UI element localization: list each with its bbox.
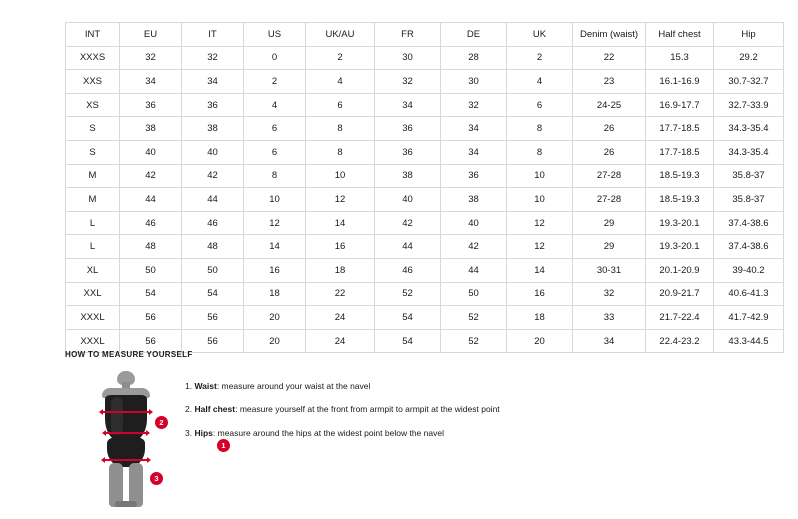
- cell-int: L: [66, 211, 120, 235]
- cell-fr: 34: [375, 93, 441, 117]
- cell-eu: 42: [120, 164, 182, 188]
- column-header-uk-au: UK/AU: [306, 23, 375, 47]
- cell-denim-waist: 26: [573, 140, 646, 164]
- size-chart-container: [65, 22, 769, 353]
- cell-de: 30: [441, 70, 507, 94]
- column-header-uk: UK: [507, 23, 573, 47]
- cell-de: 50: [441, 282, 507, 306]
- instruction-text-waist: : measure around your waist at the navel: [216, 381, 371, 391]
- size-chart-head: [66, 23, 784, 47]
- cell-fr: 36: [375, 117, 441, 141]
- cell-it: 46: [182, 211, 244, 235]
- column-header-int: INT: [66, 23, 120, 47]
- how-to-measure-title: HOW TO MEASURE YOURSELF: [65, 350, 193, 359]
- instruction-number-1: 1.: [185, 381, 193, 391]
- cell-int: XXS: [66, 70, 120, 94]
- cell-half-chest: 22.4-23.2: [646, 329, 714, 353]
- table-row: [66, 164, 784, 188]
- cell-fr: 30: [375, 46, 441, 70]
- cell-fr: 46: [375, 258, 441, 282]
- cell-uk-au: 6: [306, 93, 375, 117]
- cell-int: M: [66, 164, 120, 188]
- cell-uk-au: 24: [306, 306, 375, 330]
- cell-denim-waist: 32: [573, 282, 646, 306]
- instruction-term-hips: Hips: [194, 427, 213, 438]
- cell-fr: 42: [375, 211, 441, 235]
- cell-it: 54: [182, 282, 244, 306]
- cell-us: 8: [244, 164, 306, 188]
- table-row: [66, 46, 784, 70]
- cell-uk: 10: [507, 188, 573, 212]
- cell-hip: 29.2: [714, 46, 784, 70]
- mannequin-stand: [115, 501, 137, 507]
- cell-uk-au: 8: [306, 140, 375, 164]
- table-row: [66, 93, 784, 117]
- cell-half-chest: 16.9-17.7: [646, 93, 714, 117]
- column-header-half-chest: Half chest: [646, 23, 714, 47]
- cell-uk: 8: [507, 140, 573, 164]
- instruction-term-half-chest: Half chest: [194, 404, 236, 415]
- cell-eu: 34: [120, 70, 182, 94]
- cell-uk-au: 2: [306, 46, 375, 70]
- cell-half-chest: 20.1-20.9: [646, 258, 714, 282]
- cell-half-chest: 19.3-20.1: [646, 235, 714, 259]
- cell-half-chest: 17.7-18.5: [646, 117, 714, 141]
- cell-eu: 36: [120, 93, 182, 117]
- cell-eu: 56: [120, 306, 182, 330]
- how-to-measure-body: [65, 369, 733, 509]
- list-item: [185, 428, 733, 439]
- cell-denim-waist: 30-31: [573, 258, 646, 282]
- instruction-number-2: 2.: [185, 404, 193, 415]
- mannequin-figure: [89, 371, 163, 509]
- cell-it: 36: [182, 93, 244, 117]
- cell-uk: 6: [507, 93, 573, 117]
- cell-us: 16: [244, 258, 306, 282]
- cell-it: 56: [182, 306, 244, 330]
- cell-de: 34: [441, 117, 507, 141]
- cell-uk: 4: [507, 70, 573, 94]
- cell-it: 44: [182, 188, 244, 212]
- column-header-us: US: [244, 23, 306, 47]
- cell-int: XXXL: [66, 329, 120, 353]
- cell-uk-au: 16: [306, 235, 375, 259]
- cell-fr: 54: [375, 306, 441, 330]
- cell-uk: 18: [507, 306, 573, 330]
- cell-eu: 46: [120, 211, 182, 235]
- cell-eu: 56: [120, 329, 182, 353]
- size-chart-body: [66, 46, 784, 353]
- cell-hip: 40.6-41.3: [714, 282, 784, 306]
- cell-it: 38: [182, 117, 244, 141]
- cell-uk-au: 12: [306, 188, 375, 212]
- cell-uk: 16: [507, 282, 573, 306]
- cell-de: 32: [441, 93, 507, 117]
- cell-int: XL: [66, 258, 120, 282]
- cell-it: 50: [182, 258, 244, 282]
- column-header-hip: Hip: [714, 23, 784, 47]
- cell-fr: 40: [375, 188, 441, 212]
- list-item: [185, 404, 733, 415]
- cell-int: M: [66, 188, 120, 212]
- cell-uk: 12: [507, 211, 573, 235]
- table-header-row: [66, 23, 784, 47]
- cell-uk: 20: [507, 329, 573, 353]
- column-header-de: DE: [441, 23, 507, 47]
- cell-half-chest: 15.3: [646, 46, 714, 70]
- cell-hip: 37.4-38.6: [714, 211, 784, 235]
- cell-it: 40: [182, 140, 244, 164]
- cell-de: 40: [441, 211, 507, 235]
- cell-fr: 38: [375, 164, 441, 188]
- cell-de: 42: [441, 235, 507, 259]
- cell-half-chest: 21.7-22.4: [646, 306, 714, 330]
- cell-half-chest: 16.1-16.9: [646, 70, 714, 94]
- cell-denim-waist: 29: [573, 235, 646, 259]
- cell-us: 0: [244, 46, 306, 70]
- column-header-fr: FR: [375, 23, 441, 47]
- cell-de: 52: [441, 329, 507, 353]
- table-row: [66, 282, 784, 306]
- cell-fr: 32: [375, 70, 441, 94]
- cell-fr: 54: [375, 329, 441, 353]
- cell-hip: 34.3-35.4: [714, 117, 784, 141]
- instruction-number-3: 3.: [185, 427, 193, 438]
- measure-instructions-list: [185, 369, 733, 451]
- cell-eu: 38: [120, 117, 182, 141]
- cell-int: XS: [66, 93, 120, 117]
- cell-hip: 34.3-35.4: [714, 140, 784, 164]
- badge-half-chest: 2: [155, 416, 168, 429]
- instruction-term-waist: Waist: [194, 381, 217, 391]
- cell-half-chest: 18.5-19.3: [646, 164, 714, 188]
- cell-denim-waist: 27-28: [573, 164, 646, 188]
- cell-de: 44: [441, 258, 507, 282]
- table-row: [66, 306, 784, 330]
- cell-uk-au: 8: [306, 117, 375, 141]
- badge-waist: 1: [217, 439, 230, 452]
- cell-us: 18: [244, 282, 306, 306]
- cell-us: 6: [244, 117, 306, 141]
- cell-hip: 35.8-37: [714, 164, 784, 188]
- cell-fr: 44: [375, 235, 441, 259]
- cell-hip: 37.4-38.6: [714, 235, 784, 259]
- cell-denim-waist: 22: [573, 46, 646, 70]
- cell-uk: 14: [507, 258, 573, 282]
- cell-hip: 39-40.2: [714, 258, 784, 282]
- cell-eu: 40: [120, 140, 182, 164]
- table-row: [66, 211, 784, 235]
- cell-int: L: [66, 235, 120, 259]
- list-item: [185, 381, 733, 392]
- table-row: [66, 140, 784, 164]
- cell-uk-au: 4: [306, 70, 375, 94]
- cell-uk-au: 22: [306, 282, 375, 306]
- cell-de: 36: [441, 164, 507, 188]
- cell-us: 6: [244, 140, 306, 164]
- cell-denim-waist: 23: [573, 70, 646, 94]
- cell-uk-au: 18: [306, 258, 375, 282]
- cell-hip: 32.7-33.9: [714, 93, 784, 117]
- cell-uk: 10: [507, 164, 573, 188]
- cell-int: S: [66, 117, 120, 141]
- cell-de: 38: [441, 188, 507, 212]
- cell-de: 52: [441, 306, 507, 330]
- cell-uk-au: 24: [306, 329, 375, 353]
- column-header-eu: EU: [120, 23, 182, 47]
- cell-us: 20: [244, 306, 306, 330]
- cell-denim-waist: 34: [573, 329, 646, 353]
- cell-denim-waist: 29: [573, 211, 646, 235]
- cell-us: 10: [244, 188, 306, 212]
- badge-hips: 3: [150, 472, 163, 485]
- cell-int: S: [66, 140, 120, 164]
- cell-us: 4: [244, 93, 306, 117]
- cell-eu: 32: [120, 46, 182, 70]
- cell-half-chest: 18.5-19.3: [646, 188, 714, 212]
- hips-measure-arrow-icon: [105, 459, 147, 461]
- cell-hip: 43.3-44.5: [714, 329, 784, 353]
- cell-half-chest: 17.7-18.5: [646, 140, 714, 164]
- column-header-it: IT: [182, 23, 244, 47]
- cell-hip: 30.7-32.7: [714, 70, 784, 94]
- cell-denim-waist: 33: [573, 306, 646, 330]
- waist-measure-arrow-icon: [106, 432, 146, 434]
- cell-denim-waist: 27-28: [573, 188, 646, 212]
- cell-de: 28: [441, 46, 507, 70]
- mannequin-torso-highlight: [111, 397, 123, 435]
- cell-uk-au: 14: [306, 211, 375, 235]
- table-row: [66, 188, 784, 212]
- cell-eu: 44: [120, 188, 182, 212]
- cell-eu: 50: [120, 258, 182, 282]
- how-to-measure-section: [65, 350, 733, 509]
- table-row: [66, 117, 784, 141]
- cell-it: 56: [182, 329, 244, 353]
- cell-denim-waist: 26: [573, 117, 646, 141]
- table-row: [66, 70, 784, 94]
- cell-uk: 2: [507, 46, 573, 70]
- cell-hip: 41.7-42.9: [714, 306, 784, 330]
- cell-int: XXXS: [66, 46, 120, 70]
- column-header-denim-waist: Denim (waist): [573, 23, 646, 47]
- cell-us: 20: [244, 329, 306, 353]
- cell-us: 2: [244, 70, 306, 94]
- cell-eu: 54: [120, 282, 182, 306]
- cell-denim-waist: 24-25: [573, 93, 646, 117]
- cell-de: 34: [441, 140, 507, 164]
- table-row: [66, 258, 784, 282]
- instruction-text-hips: : measure around the hips at the widest point below the navel: [212, 427, 444, 438]
- half-chest-measure-arrow-icon: [103, 411, 149, 413]
- cell-us: 12: [244, 211, 306, 235]
- instruction-text-half-chest: : measure yourself at the front from armpit to armpit at the widest point: [235, 404, 500, 415]
- size-chart-table: [65, 22, 784, 353]
- cell-uk-au: 10: [306, 164, 375, 188]
- cell-it: 42: [182, 164, 244, 188]
- cell-half-chest: 20.9-21.7: [646, 282, 714, 306]
- cell-uk: 12: [507, 235, 573, 259]
- cell-it: 48: [182, 235, 244, 259]
- cell-fr: 52: [375, 282, 441, 306]
- cell-fr: 36: [375, 140, 441, 164]
- table-row: [66, 235, 784, 259]
- cell-us: 14: [244, 235, 306, 259]
- cell-half-chest: 19.3-20.1: [646, 211, 714, 235]
- cell-uk: 8: [507, 117, 573, 141]
- cell-int: XXL: [66, 282, 120, 306]
- cell-it: 34: [182, 70, 244, 94]
- cell-eu: 48: [120, 235, 182, 259]
- cell-hip: 35.8-37: [714, 188, 784, 212]
- cell-int: XXXL: [66, 306, 120, 330]
- cell-it: 32: [182, 46, 244, 70]
